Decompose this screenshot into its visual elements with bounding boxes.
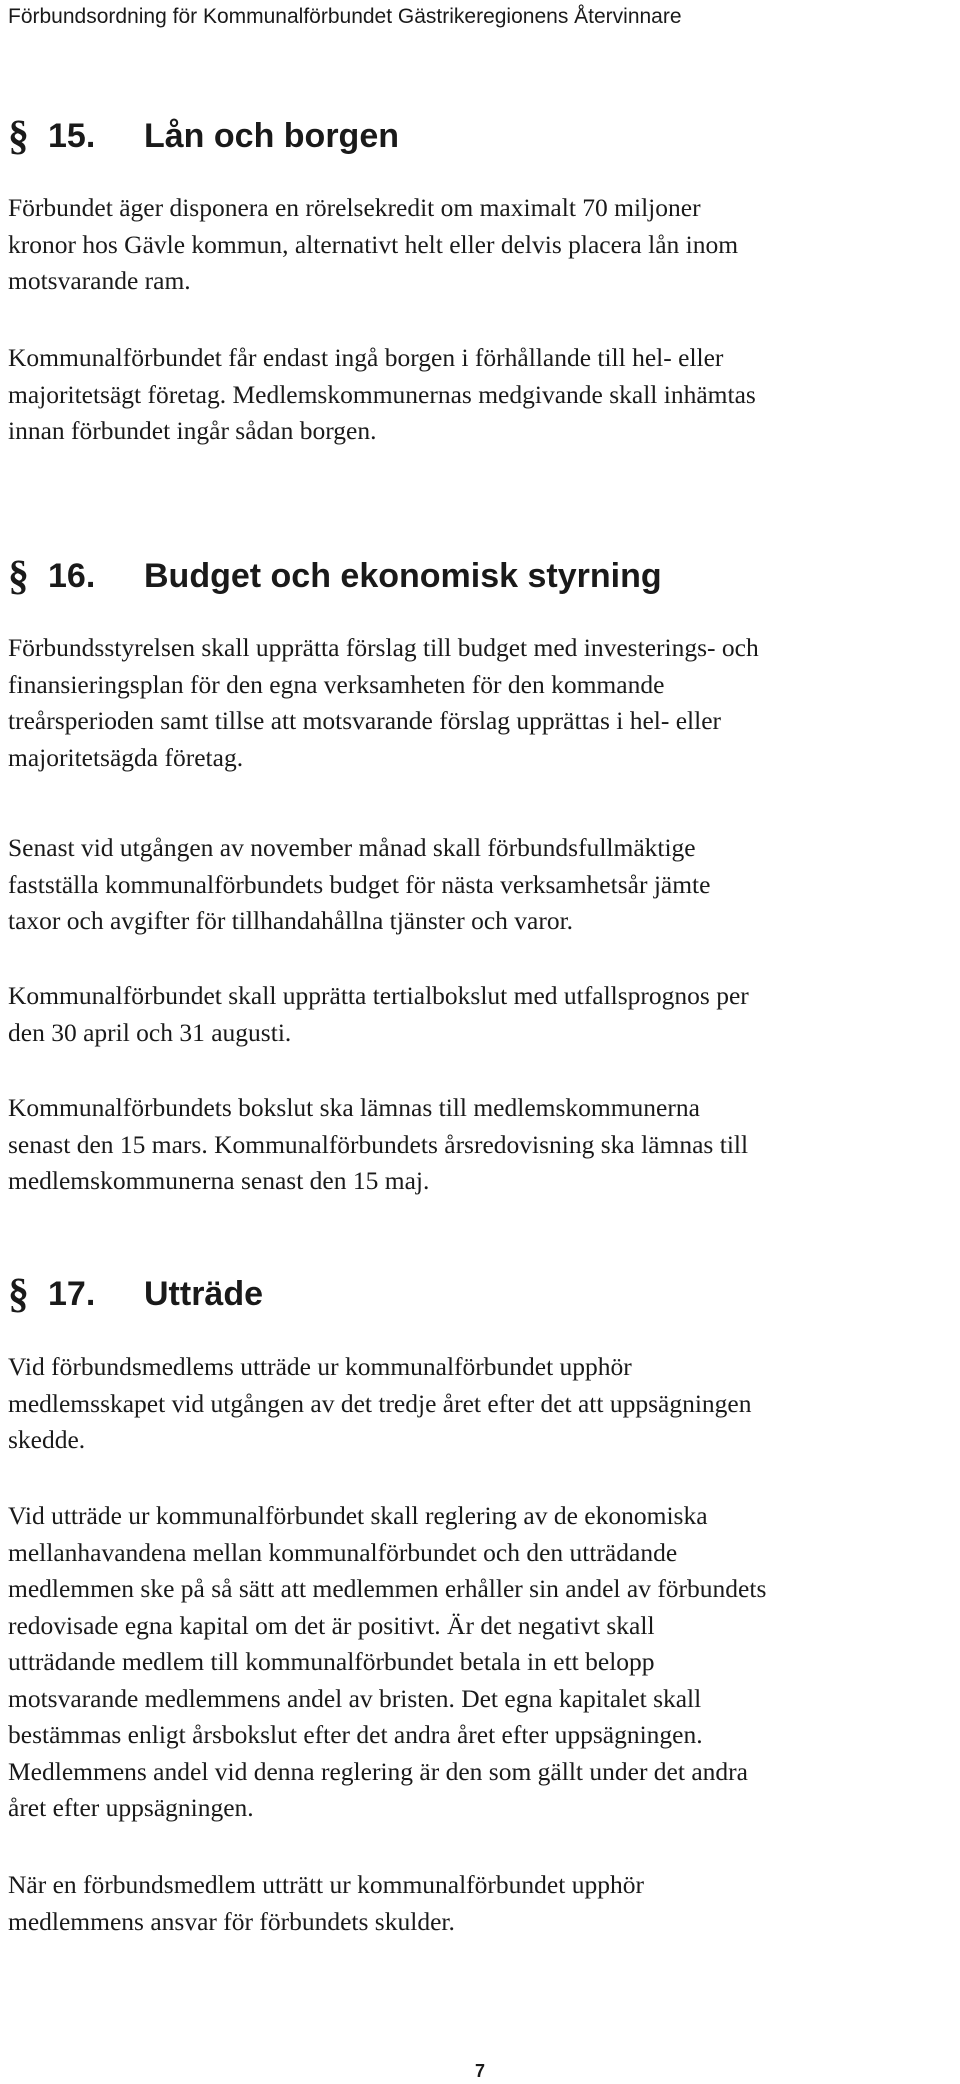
text-line: den 30 april och 31 augusti.: [8, 1017, 292, 1047]
section-symbol: §: [8, 553, 29, 599]
text-line: året efter uppsägningen.: [8, 1793, 254, 1822]
paragraph: [8, 190, 958, 300]
paragraph: [8, 630, 958, 776]
text-line: majoritetsägt företag. Medlemskommunernas medgivande skall inhämtas: [8, 379, 756, 409]
text-line: medlemskommunerna senast den 15 maj.: [8, 1166, 430, 1195]
text-line: Kommunalförbundet får endast ingå borgen i förhållande till hel- eller: [8, 343, 724, 372]
section-number: 17.: [48, 1275, 96, 1313]
text-line: När en förbundsmedlem utträtt ur kommunalförbundet upphör: [8, 1870, 644, 1899]
section-number: 16.: [48, 557, 96, 595]
text-line: utträdande medlem till kommunalförbundet betala in ett belopp: [8, 1647, 655, 1676]
section-heading-16: [8, 554, 662, 598]
paragraph: [8, 978, 958, 1051]
text-line: Förbundsstyrelsen skall upprätta förslag till budget med investerings- och: [8, 633, 759, 662]
text-line: innan förbundet ingår sådan borgen.: [8, 416, 377, 445]
text-line: Senast vid utgången av november månad skall förbundsfullmäktige: [8, 833, 696, 862]
section-heading-17: [8, 1272, 263, 1316]
text-line: fastställa kommunalförbundets budget för nästa verksamhetsår jämte: [8, 869, 711, 899]
text-line: mellanhavandena mellan kommunalförbundet och den utträdande: [8, 1537, 678, 1567]
text-line: treårsperioden samt tillse att motsvarande förslag upprättas i hel- eller: [8, 706, 722, 735]
text-line: motsvarande ram.: [8, 266, 191, 295]
text-line: Kommunalförbundets bokslut ska lämnas till medlemskommunerna: [8, 1093, 700, 1122]
section-symbol: §: [8, 1271, 29, 1317]
paragraph: [8, 830, 958, 940]
text-line: Förbundet äger disponera en rörelsekredit om maximalt 70 miljoner: [8, 193, 701, 222]
section-heading-15: [8, 114, 399, 158]
text-line: medlemmen ske på så sätt att medlemmen erhåller sin andel av förbundets: [8, 1574, 767, 1603]
text-line: kronor hos Gävle kommun, alternativt helt eller delvis placera lån inom: [8, 229, 739, 259]
page-number: 7: [474, 2061, 485, 2081]
section-title: Utträde: [144, 1275, 264, 1313]
section-title: Budget och ekonomisk styrning: [144, 557, 662, 595]
text-line: medlemsskapet vid utgången av det tredje året efter det att uppsägningen: [8, 1388, 752, 1418]
section-symbol: §: [8, 113, 29, 159]
paragraph: [8, 1498, 958, 1827]
paragraph: [8, 1867, 958, 1940]
text-line: Medlemmens andel vid denna reglering är den som gällt under det andra: [8, 1756, 748, 1786]
text-line: bestämmas enligt årsbokslut efter det andra året efter uppsägningen.: [8, 1720, 703, 1749]
text-line: motsvarande medlemmens andel av bristen. Det egna kapitalet skall: [8, 1683, 702, 1713]
section-number: 15.: [48, 117, 96, 155]
text-line: medlemmens ansvar för förbundets skulder.: [8, 1906, 455, 1936]
paragraph: [8, 340, 958, 450]
text-line: skedde.: [8, 1425, 86, 1454]
text-line: finansieringsplan för den egna verksamheten för den kommande: [8, 669, 665, 699]
text-line: senast den 15 mars. Kommunalförbundets årsredovisning ska lämnas till: [8, 1129, 749, 1159]
text-line: Vid utträde ur kommunalförbundet skall reglering av de ekonomiska: [8, 1501, 708, 1530]
paragraph: [8, 1090, 958, 1200]
text-line: redovisade egna kapital om det är positivt. Är det negativt skall: [8, 1610, 655, 1640]
text-line: taxor och avgifter för tillhandahållna tjänster och varor.: [8, 906, 574, 935]
paragraph: [8, 1349, 958, 1459]
page-header-title: Förbundsordning för Kommunalförbundet Gästrikeregionens Återvinnare: [8, 5, 682, 28]
section-title: Lån och borgen: [144, 117, 399, 155]
text-line: Vid förbundsmedlems utträde ur kommunalförbundet upphör: [8, 1352, 632, 1381]
text-line: majoritetsägda företag.: [8, 742, 244, 772]
text-line: Kommunalförbundet skall upprätta tertialbokslut med utfallsprognos per: [8, 981, 749, 1010]
